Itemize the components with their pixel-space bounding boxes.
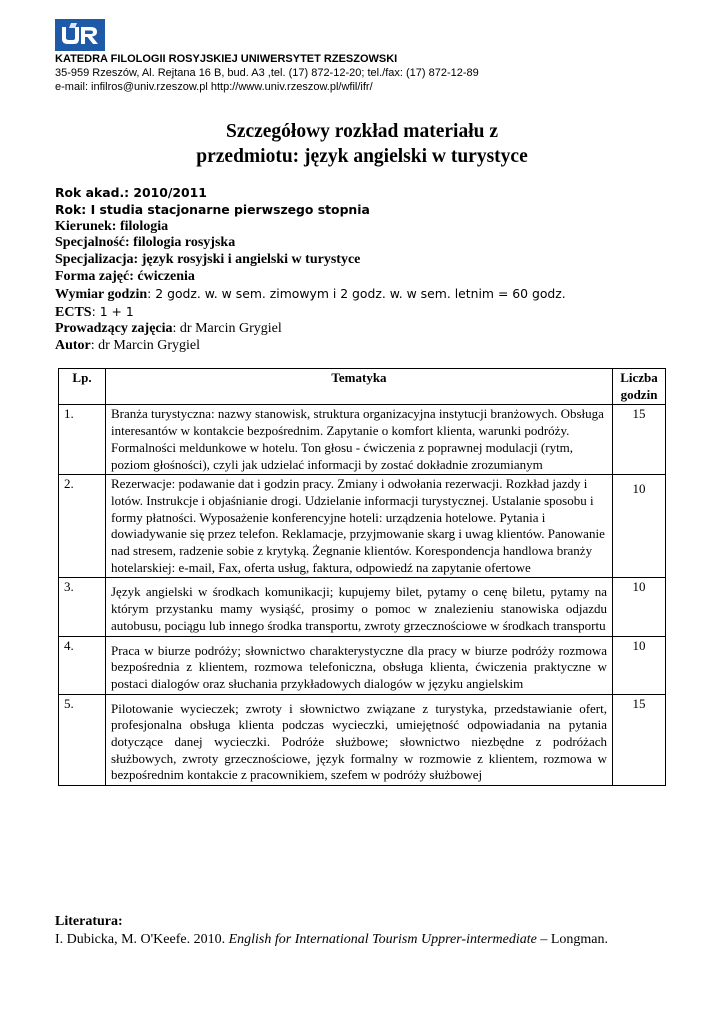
row-topic: Język angielski w środkach komunikacji; kupujemy bilet, pytamy o cenę biletu, pytamy na którym przystanku mamy wysiąść, prosimy o pomoc w znalezieniu stanowiska odjazdu autobusu, pociągu lub innego środka transportu, zwroty grzecznościowe w środkach transportu [106, 578, 613, 636]
class-form: Forma zajęć: ćwiczenia [55, 268, 195, 284]
author-label: Autor [55, 338, 91, 354]
row-number: 4. [59, 636, 106, 694]
syllabus-table [58, 368, 666, 786]
specialization: Specjalizacja: język rosyjski i angielski w turystyce [55, 252, 361, 268]
ects-row [55, 304, 675, 322]
course-metadata [55, 185, 675, 355]
literature-label: Literatura: [55, 914, 123, 929]
row-number: 3. [59, 578, 106, 636]
table-row [59, 578, 666, 636]
instructor-row [55, 321, 675, 338]
author-row [55, 338, 675, 355]
table-row [59, 475, 666, 578]
header-liczba-godzin [613, 369, 666, 405]
author-value: : dr Marcin Grygiel [90, 338, 201, 354]
ects-value: : 1 + 1 [91, 303, 134, 319]
department-name: KATEDRA FILOLOGII ROSYJSKIEJ UNIWERSYTET RZESZOWSKI [55, 53, 398, 65]
row-hours: 15 [613, 405, 666, 475]
department-header [55, 52, 675, 94]
document-title [55, 119, 669, 169]
table-row [59, 405, 666, 475]
row-number: 5. [59, 694, 106, 786]
university-logo [55, 19, 105, 51]
hours-row [55, 286, 675, 304]
department-address: 35-959 Rzeszów, Al. Rejtana 16 B, bud. A3 ,tel. (17) 872-12-20; tel./fax: (17) 872-12-89 [55, 67, 479, 79]
header-godzin: godzin [620, 386, 658, 402]
row-hours: 10 [613, 475, 666, 578]
instructor-value: : dr Marcin Grygiel [172, 321, 282, 337]
title-line-2: przedmiotu: język angielski w turystyce [196, 146, 528, 167]
row-topic: Branża turystyczna: nazwy stanowisk, struktura organizacyjna instytucji branżowych. Obsługa interesantów w kontakcie bezpośrednim. Zapytanie o komfort klienta, warunki podróży. Formalności meldunkowe w hotelu. Ton głosu - ćwiczenia z poprawnej modulacji (rytm, poziom głośności), czyli jak udzielać informacji by zostać dokładnie zrozumianym [106, 405, 613, 475]
literature-entry [55, 931, 695, 949]
instructor-label: Prowadzący zajęcia [55, 321, 173, 337]
table-header-row [59, 369, 666, 405]
literature-section [55, 913, 695, 949]
hours-value: : 2 godz. w. w sem. zimowym i 2 godz. w. w sem. letnim = 60 godz. [147, 285, 566, 301]
ects-label: ECTS [55, 304, 92, 320]
row-number: 2. [59, 475, 106, 578]
hours-label: Wymiar godzin [55, 286, 148, 302]
header-tematyka: Tematyka [106, 369, 613, 405]
row-topic: Praca w biurze podróży; słownictwo charakterystyczne dla pracy w biurze podróży rozmowa bezpośrednia z klientem, rozmowa telefoniczna, obsługa klienta, ćwiczenia praktyczne w postaci dialogów oraz słuchania przykładowych dialogów w języku angielskim [106, 636, 613, 694]
row-number: 1. [59, 405, 106, 475]
university-logo-icon [55, 19, 105, 51]
table-row [59, 636, 666, 694]
row-hours: 15 [613, 694, 666, 786]
field-of-study: Kierunek: filologia [55, 218, 169, 234]
header-liczba: Liczba [620, 370, 658, 385]
study-year: Rok: I studia stacjonarne pierwszego stopnia [55, 201, 370, 217]
header-lp: Lp. [59, 369, 106, 405]
academic-year: Rok akad.: 2010/2011 [55, 185, 207, 200]
row-topic: Rezerwacje: podawanie dat i godzin pracy. Zmiany i odwołania rezerwacji. Rozkład jazdy i lotów. Instrukcje i objaśnianie drogi. Udzielanie informacji turystycznej. Ustalanie sposobu i formy płatności. Wyposażenie konferencyjne hoteli: urządzenia hotelowe. Pytania i dowiadywanie się przez telefon. Reklamacje, przyjmowanie skarg i uwag klientów. Panowanie nad stresem, radzenie sobie z krytyką. Żegnanie klientów. Korespondencja handlowa branży hotelarskiej: e-mail, Fax, oferta usług, faktura, odpowiedź na zapytanie ofertowe [106, 475, 613, 578]
literature-publisher: – Longman. [536, 932, 608, 947]
literature-authors: I. Dubicka, M. O'Keefe. 2010. [55, 932, 229, 947]
row-hours: 10 [613, 578, 666, 636]
row-topic: Pilotowanie wycieczek; zwroty i słownictwo związane z turystyka, przedstawianie ofert, profesjonalna obsługa klienta podczas wycieczki, umiejętność odpowiadania na pytania dotyczące danej wycieczki. Podróże służbowe; słownictwo niezbędne z podróżach służbowych, zwroty grzecznościowe, język formalny w rozmowie z klientem, rozmowa w bezpośrednim kontakcie z pracownikiem, szefem w podróży służbowej [106, 694, 613, 786]
row-hours: 10 [613, 636, 666, 694]
specialty: Specjalność: filologia rosyjska [55, 235, 236, 251]
literature-book-title: English for International Tourism Upprer-intermediate [228, 932, 537, 947]
department-contact: e-mail: infilros@univ.rzeszow.pl http://www.univ.rzeszow.pl/wfil/ifr/ [55, 81, 373, 93]
table-row [59, 694, 666, 786]
title-line-1: Szczegółowy rozkład materiału z [225, 121, 499, 142]
